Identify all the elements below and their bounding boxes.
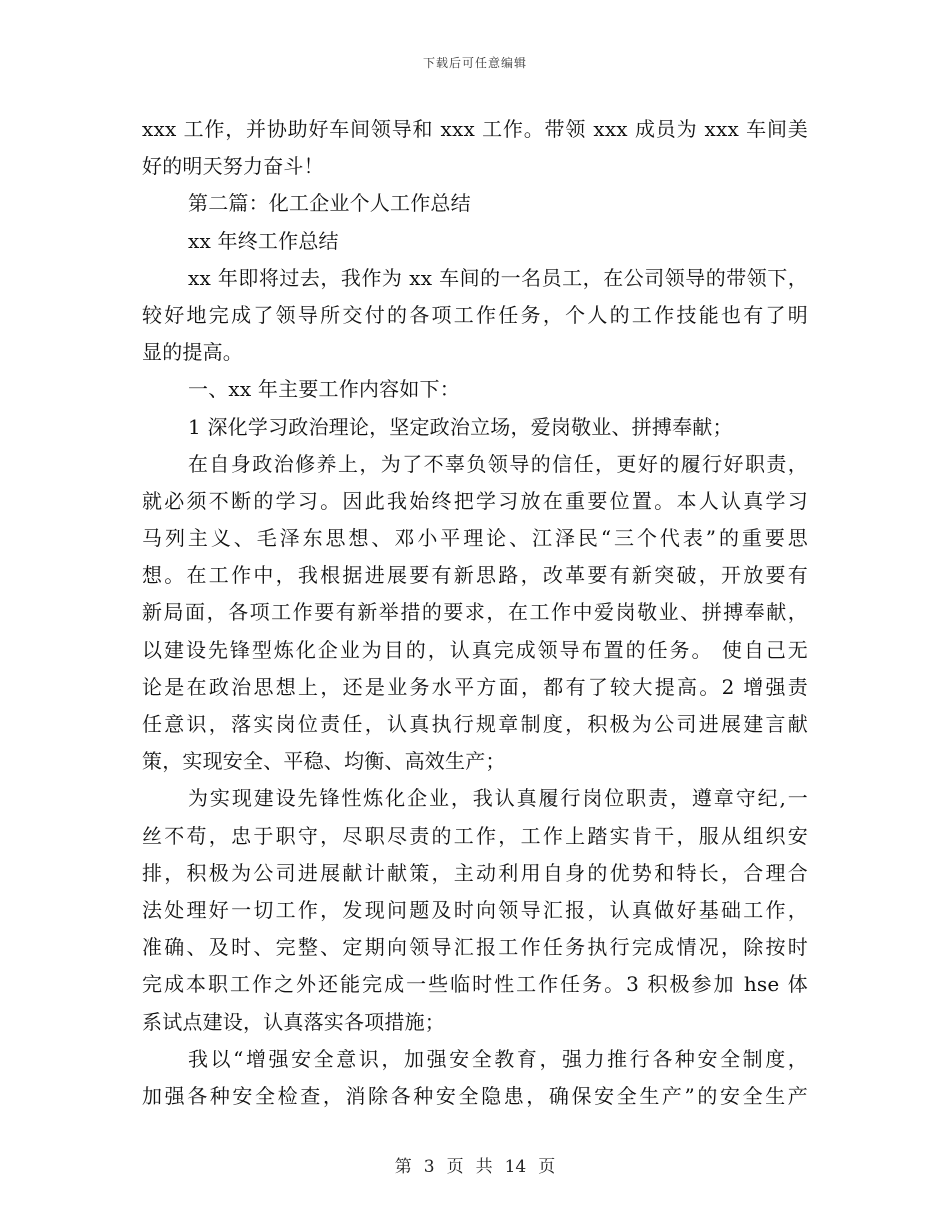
text-line: 丝不苟，忠于职守，尽职尽责的工作，工作上踏实肯干，服从组织安: [142, 823, 808, 848]
list-heading: 一、xx 年主要工作内容如下：: [188, 377, 460, 402]
text-line: 在自身政治修养上，为了不辜负领导的信任，更好的履行好职责，: [188, 451, 808, 476]
page-footer: [0, 1152, 950, 1177]
text-line: 新局面，各项工作要有新举措的要求，在工作中爱岗敬业、拼搏奉献，: [142, 600, 808, 625]
text-line: 以建设先锋型炼化企业为目的，认真完成领导布置的任务。 使自己无: [142, 637, 808, 662]
footer-ye: 页: [538, 1157, 556, 1177]
text-line: 好的明天努力奋斗！: [142, 154, 324, 179]
footer-gong: 共: [475, 1157, 493, 1177]
text-line: 加强各种安全检查，消除各种安全隐患，确保安全生产”的安全生产: [142, 1083, 808, 1108]
document-body: [142, 111, 808, 1115]
subtitle: xx 年终工作总结: [188, 228, 339, 253]
text-line: xxx 工作，并协助好车间领导和 xxx 工作。带领 xxx 成员为 xxx 车间美: [142, 117, 808, 141]
text-line: 法处理好一切工作，发现问题及时向领导汇报，认真做好基础工作，: [142, 897, 808, 922]
text-line: 我以“增强安全意识，加强安全教育，强力推行各种安全制度，: [188, 1046, 808, 1071]
text-line: 论是在政治思想上，还是业务水平方面，都有了较大提高。2 增强责: [142, 674, 808, 699]
text-line: 为实现建设先锋性炼化企业，我认真履行岗位职责，遵章守纪,一: [188, 786, 808, 811]
text-line: xx 年即将过去，我作为 xx 车间的一名员工，在公司领导的带领下，: [188, 265, 808, 290]
footer-ye: 页: [446, 1157, 464, 1177]
total-page-count: 14: [504, 1157, 527, 1177]
text-line: 任意识，落实岗位责任，认真执行规章制度，积极为公司进展建言献: [142, 712, 808, 736]
text-line: 准确、及时、完整、定期向领导汇报工作任务执行完成情况，除按时: [142, 935, 808, 960]
text-line: 马列主义、毛泽东思想、邓小平理论、江泽民“三个代表”的重要思: [142, 526, 808, 551]
page-header-note: 下载后可任意编辑: [422, 56, 527, 70]
text-line: 想。在工作中，我根据进展要有新思路，改革要有新突破，开放要有: [142, 563, 808, 588]
text-line: 排，积极为公司进展献计献策，主动利用自身的优势和特长，合理合: [142, 860, 808, 885]
text-line: 显的提高。: [142, 340, 243, 365]
list-item: 1 深化学习政治理论，坚定政治立场，爱岗敬业、拼搏奉献；: [188, 414, 733, 439]
text-line: 较好地完成了领导所交付的各项工作任务，个人的工作技能也有了明: [142, 302, 808, 327]
section-heading: 第二篇：化工企业个人工作总结: [188, 191, 471, 216]
text-line: 策，实现安全、平稳、均衡、高效生产；: [142, 749, 506, 774]
text-line: 就必须不断的学习。因此我始终把学习放在重要位置。本人认真学习: [142, 488, 808, 513]
text-line: 系试点建设，认真落实各项措施；: [142, 1009, 445, 1034]
current-page-number: 3: [423, 1157, 435, 1177]
footer-di: 第: [394, 1157, 412, 1177]
text-line: 完成本职工作之外还能完成一些临时性工作任务。3 积极参加 hse 体: [142, 972, 808, 997]
